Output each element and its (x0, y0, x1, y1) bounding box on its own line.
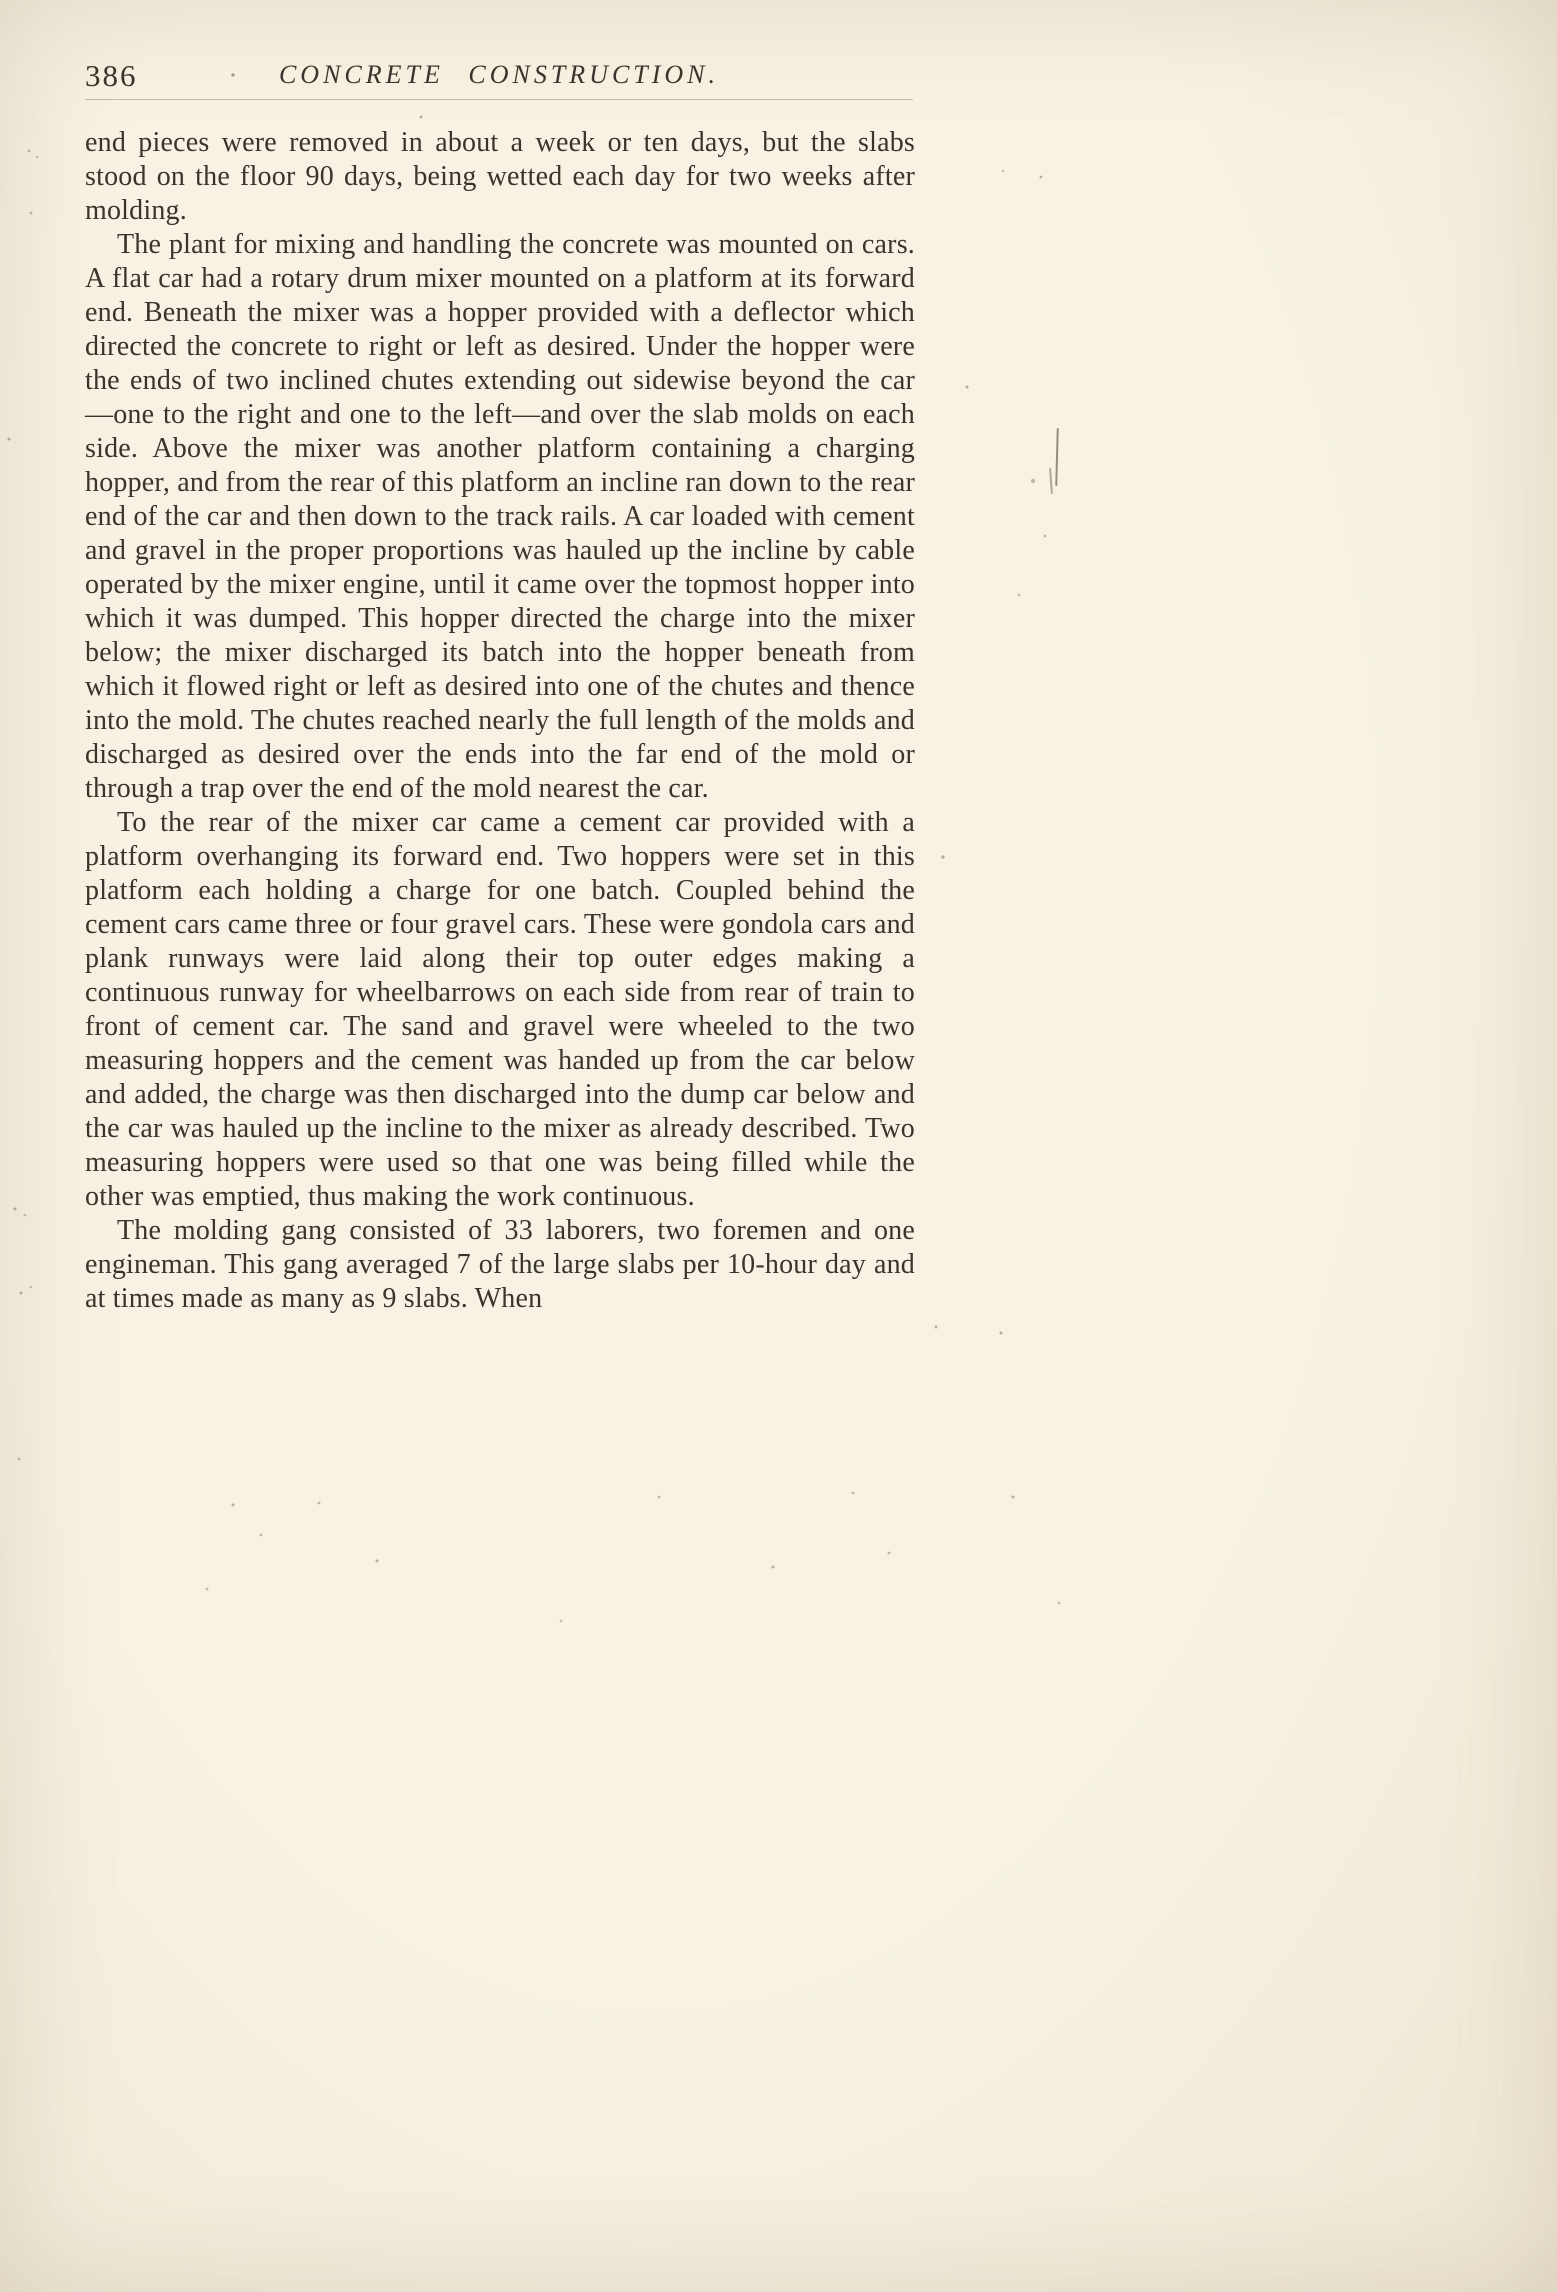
scan-speck-field (0, 0, 2, 2)
stray-ink-mark (1055, 428, 1059, 486)
text-block (85, 126, 915, 1316)
paragraph-mixing-plant: The plant for mixing and handling the concrete was mounted on cars. A flat car had a rotary drum mixer mounted on a platform at its forward end. Beneath the mixer was a hopper provided with a deflector which directed the concrete to right or left as desired. Under the hopper were the ends of two inclined chutes extending out sidewise beyond the car —one to the right and one to the left—and over the slab molds on each side. Above the mixer was another platform containing a charging hopper, and from the rear of this platform an incline ran down to the rear end of the car and then down to the track rails. A car loaded with cement and gravel in the proper proportions was hauled up the incline by cable operated by the mixer engine, until it came over the topmost hopper into which it was dumped. This hopper directed the charge into the mixer below; the mixer discharged its batch into the hopper beneath from which it flowed right or left as desired into one of the chutes and thence into the mold. The chutes reached nearly the full length of the molds and discharged as desired over the ends into the far end of the mold or through a trap over the end of the mold nearest the car. (85, 229, 915, 804)
running-head-title: CONCRETE CONSTRUCTION. (278, 60, 720, 89)
page-header (85, 54, 913, 100)
stray-ink-mark-2 (1049, 468, 1052, 494)
page-number: 386 (85, 58, 138, 93)
paragraph-cement-car: To the rear of the mixer car came a cement car provided with a platform overhanging its forward end. Two hoppers were set in this platform each holding a charge for one batch. Coupled behind the cement cars came three or four gravel cars. These were gondola cars and plank runways were laid along their top outer edges making a continuous runway for wheelbarrows on each side from rear of train to front of cement car. The sand and gravel were wheeled to the two measuring hoppers and the cement was handed up from the car below and added, the charge was then discharged into the dump car below and the car was hauled up the incline to the mixer as already described. Two measuring hoppers were used so that one was being filled while the other was emptied, thus making the work continuous. (85, 807, 915, 1212)
paragraph-molding-gang: The molding gang consisted of 33 laborers, two foremen and one engineman. This gang averaged 7 of the large slabs per 10-hour day and at times made as many as 9 slabs. When (85, 1215, 915, 1314)
paragraph-continuation: end pieces were removed in about a week or ten days, but the slabs stood on the floor 90 days, being wetted each day for two weeks after molding. (85, 127, 915, 226)
